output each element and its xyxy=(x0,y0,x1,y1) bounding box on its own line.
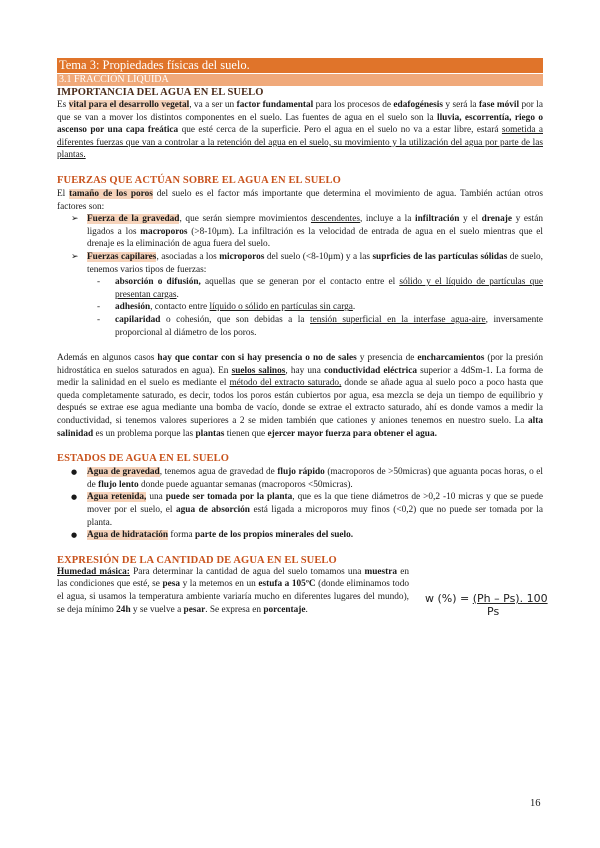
estados-list xyxy=(57,466,543,542)
heading-expresion: EXPRESIÓN DE LA CANTIDAD DE AGUA EN EL SUELO xyxy=(57,554,337,566)
paragraph-salinidad: Además en algunos casos hay que contar con si hay presencia o no de sales y presencia de encharcamientos (por la presión hidrostática en suelos saturados en agua). En suelos salinos, hay una conductividad eléctrica superior a 4dSm-1. La forma de medir la salinidad en el suelo es mediante el método del extracto saturado, donde se añade agua al suelo poco a poco hasta que queda completamente saturado, es decir, todos los poros están cubiertos por agua, esa mezcla se deja un tiempo de equilibrio y después se extrae ese agua mediante una bomba de vacío, donde se extrae el extracto saturado, ahí es donde vamos a medir la conductividad, si tenemos valores superiores a 2 se miden también que cationes y aniones tenemos en nuestro suelo. La alta salinidad es un problema porque las plantas tienen que ejercer mayor fuerza para obtener el agua. xyxy=(57,353,544,439)
paragraph-importancia: Es vital para el desarrollo vegetal, va a ser un factor fundamental para los procesos de edafogénesis y será la fase móvil por la que se van a mover los distintos componentes en el suelo. Las fuentes de agua en el suelo son la lluvia, escorrentía, riego o ascenso por una capa freática que esté cerca de la superficie. Pero el agua en el suelo no va a estar libre, estará sometida a diferentes fuerzas que van a controlar a la retención del agua en el suelo, su movimiento y la utilización del agua por parte de las plantas. xyxy=(57,100,543,161)
heading-fuerzas: FUERZAS QUE ACTÚAN SOBRE EL AGUA EN EL SUELO xyxy=(57,174,341,186)
humedad-formula xyxy=(425,566,548,618)
heading-estados: ESTADOS DE AGUA EN EL SUELO xyxy=(57,453,230,465)
list-item-agua-retenida: ● Agua retenida, una puede ser tomada por la planta, que es la que tiene diámetros de >0,2 -10 micras y que se puede mover por el suelo, el agua de absorción está ligada a microporos muy finos (<0,2) que no puede ser tomada por la planta. xyxy=(57,491,543,529)
formula-lhs: w (%) = xyxy=(425,591,473,605)
page-number: 16 xyxy=(530,798,541,809)
list-item-gravedad: ➢ Fuerza de la gravedad, que serán siempre movimientos descendentes, incluye a la infiltración y el drenaje y están ligados a los macroporos (>8-10μm). La infiltración es la velocidad de entrada de agua en el suelo mientras que el drenaje es la eliminación de agua fuera del suelo. xyxy=(57,213,543,251)
formula-denominator: Ps xyxy=(487,604,500,618)
humedad-block xyxy=(57,566,548,618)
list-item-adhesion: - adhesión, contacto entre líquido o sólido en partículas sin carga. xyxy=(57,301,543,314)
formula-numerator: (Ph – Ps). 100 xyxy=(472,591,548,605)
list-item-capilares: ➢ Fuerzas capilares, asociadas a los microporos del suelo (<8-10μm) y a las suprficies de las partículas sólidas de suelo, tenemos varios tipos de fuerzas: xyxy=(57,251,543,276)
list-item-absorcion: - absorción o difusión, aquellas que se generan por el contacto entre el sólido y el líquido de partículas que presentan cargas. xyxy=(57,276,543,301)
list-item-agua-hidratacion: ● Agua de hidratación forma parte de los propios minerales del suelo. xyxy=(57,529,543,542)
heading-importancia: IMPORTANCIA DEL AGUA EN EL SUELO xyxy=(57,87,264,98)
capilares-sublist xyxy=(57,276,543,339)
list-item-agua-gravedad: ● Agua de gravedad, tenemos agua de gravedad de flujo rápido (macroporos de >50micras) que aguanta pocas horas, o el de flujo lento donde puede aguantar semanas (macroporos <50micras). xyxy=(57,466,543,491)
page-content xyxy=(57,58,548,618)
fuerzas-list xyxy=(57,213,543,276)
paragraph-fuerzas-intro: El tamaño de los poros del suelo es el factor más importante que determina el movimiento de agua. También actúan otros factores son: xyxy=(57,188,543,212)
paragraph-humedad-masica: Humedad másica: Para determinar la cantidad de agua del suelo tomamos una muestra en las condiciones que esté, se pesa y la metemos en un estufa a 105ºC (donde eliminamos todo el agua, si usamos la temperatura ambiente variaría mucho en diferentes lugares del mundo), se deja mínimo 24h y se vuelve a pesar. Se expresa en porcentaje. xyxy=(57,566,409,615)
list-item-capilaridad: - capilaridad o cohesión, que son debidas a la tensión superficial en la interfase agua-aire, inversamente proporcional al diámetro de los poros. xyxy=(57,314,543,339)
section-subtitle: 3.1 FRACCIÓN LÍQUIDA xyxy=(57,74,543,86)
chapter-title: Tema 3: Propiedades físicas del suelo. xyxy=(57,58,543,73)
